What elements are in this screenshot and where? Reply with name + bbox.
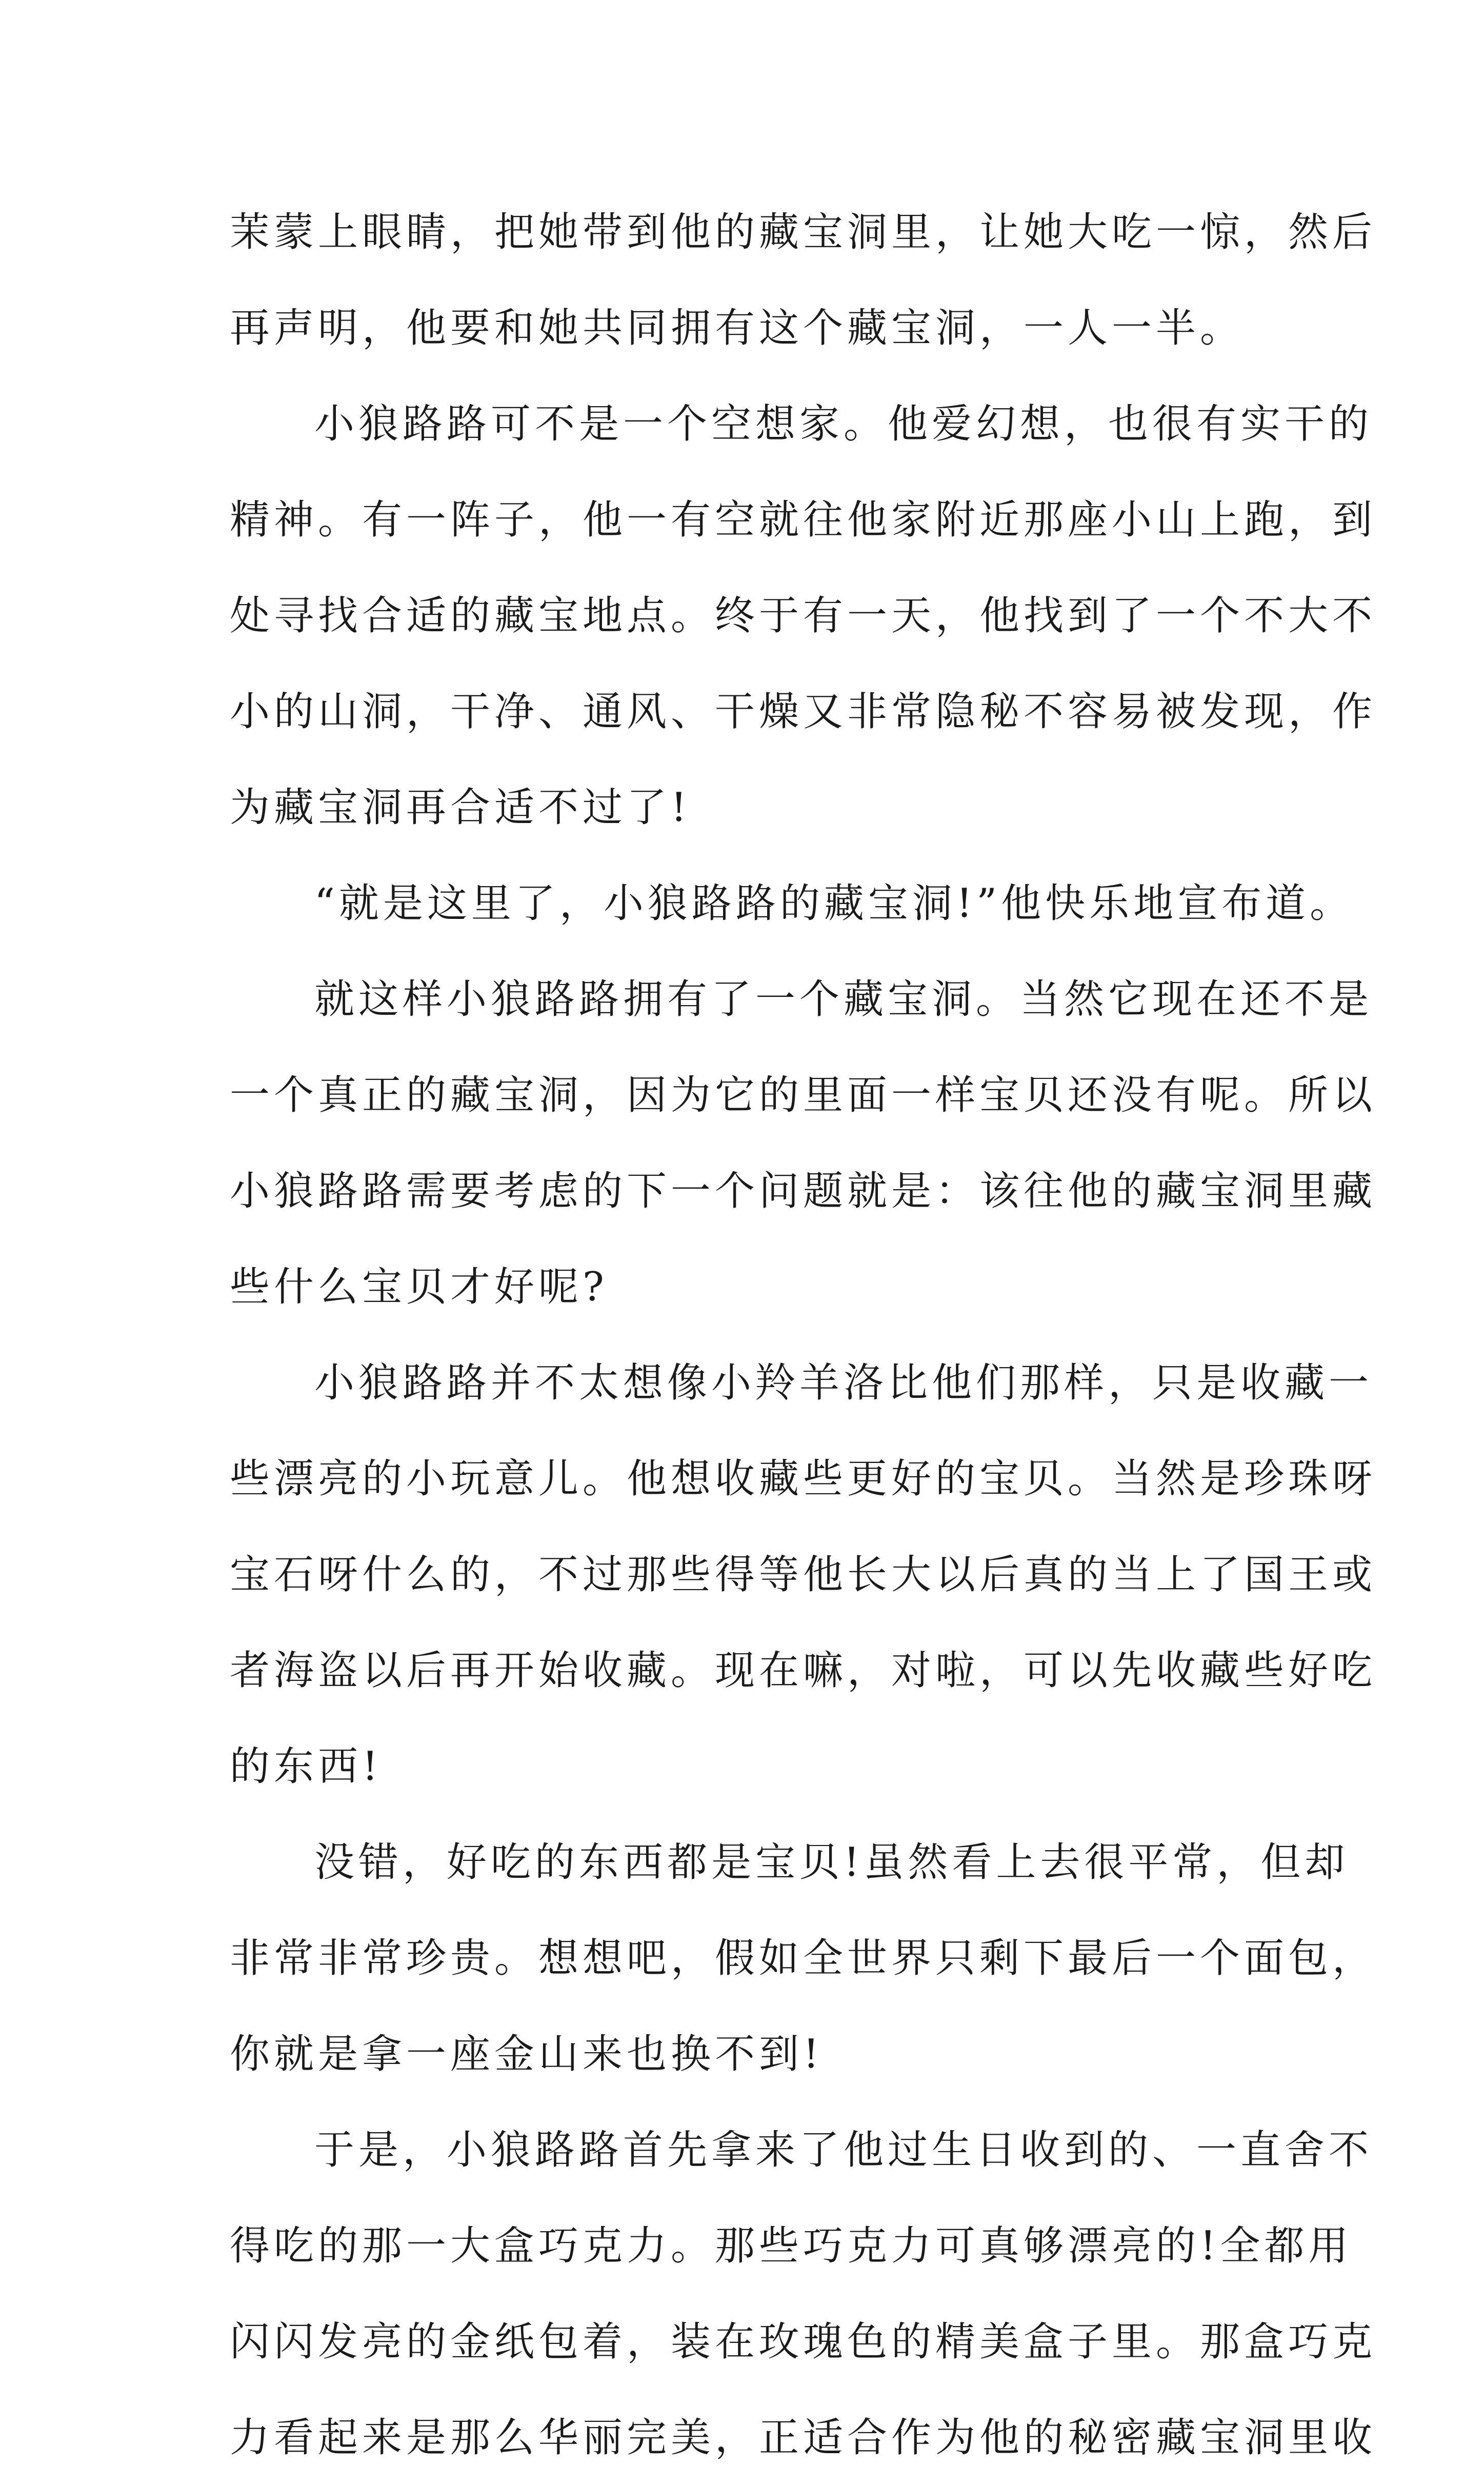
text-line: 为藏宝洞再合适不过了! — [230, 785, 691, 831]
text-line: 没错，好吃的东西都是宝贝!虽然看上去很平常，但却 — [314, 1839, 1349, 1886]
text-line: 得吃的那一大盒巧克力。那些巧克力可真够漂亮的!全都用 — [230, 2223, 1353, 2269]
text-line: 些漂亮的小玩意儿。他想收藏些更好的宝贝。当然是珍珠呀 — [230, 1456, 1377, 1502]
text-line: 闪闪发亮的金纸包着，装在玫瑰色的精美盒子里。那盒巧克 — [230, 2319, 1377, 2365]
text-line: 者海盗以后再开始收藏。现在嘛，对啦，可以先收藏些好吃 — [230, 1648, 1377, 1694]
text-line: 些什么宝贝才好呢? — [230, 1264, 608, 1310]
text-line: 再声明，他要和她共同拥有这个藏宝洞，一人一半。 — [230, 305, 1245, 351]
text-line: 小狼路路可不是一个空想家。他爱幻想，也很有实干的 — [314, 401, 1373, 447]
text-line: 精神。有一阵子，他一有空就往他家附近那座小山上跑，到 — [230, 497, 1377, 543]
text-line: 茉蒙上眼睛，把她带到他的藏宝洞里，让她大吃一惊，然后 — [230, 209, 1377, 255]
text-line: 的东西! — [230, 1743, 383, 1790]
text-line: 一个真正的藏宝洞，因为它的里面一样宝贝还没有呢。所以 — [230, 1072, 1377, 1118]
body-text — [230, 185, 1377, 2486]
text-line: 处寻找合适的藏宝地点。终于有一天，他找到了一个不大不 — [230, 593, 1377, 639]
text-line: 你就是拿一座金山来也换不到! — [230, 2031, 824, 2077]
text-line: 小狼路路并不太想像小羚羊洛比他们那样，只是收藏一 — [314, 1360, 1373, 1406]
text-line: “就是这里了，小狼路路的藏宝洞!”他快乐地宣布道。 — [314, 880, 1354, 927]
text-line: 于是，小狼路路首先拿来了他过生日收到的、一直舍不 — [314, 2127, 1373, 2173]
text-line: 非常非常珍贵。想想吧，假如全世界只剩下最后一个面包， — [230, 1935, 1377, 1981]
text-line: 小的山洞，干净、通风、干燥又非常隐秘不容易被发现，作 — [230, 689, 1377, 735]
text-line: 小狼路路需要考虑的下一个问题就是：该往他的藏宝洞里藏 — [230, 1168, 1377, 1214]
text-line: 宝石呀什么的，不过那些得等他长大以后真的当上了国王或 — [230, 1552, 1377, 1598]
text-line: 就这样小狼路路拥有了一个藏宝洞。当然它现在还不是 — [314, 976, 1373, 1023]
text-line: 力看起来是那么华丽完美，正适合作为他的秘密藏宝洞里收 — [230, 2415, 1377, 2461]
